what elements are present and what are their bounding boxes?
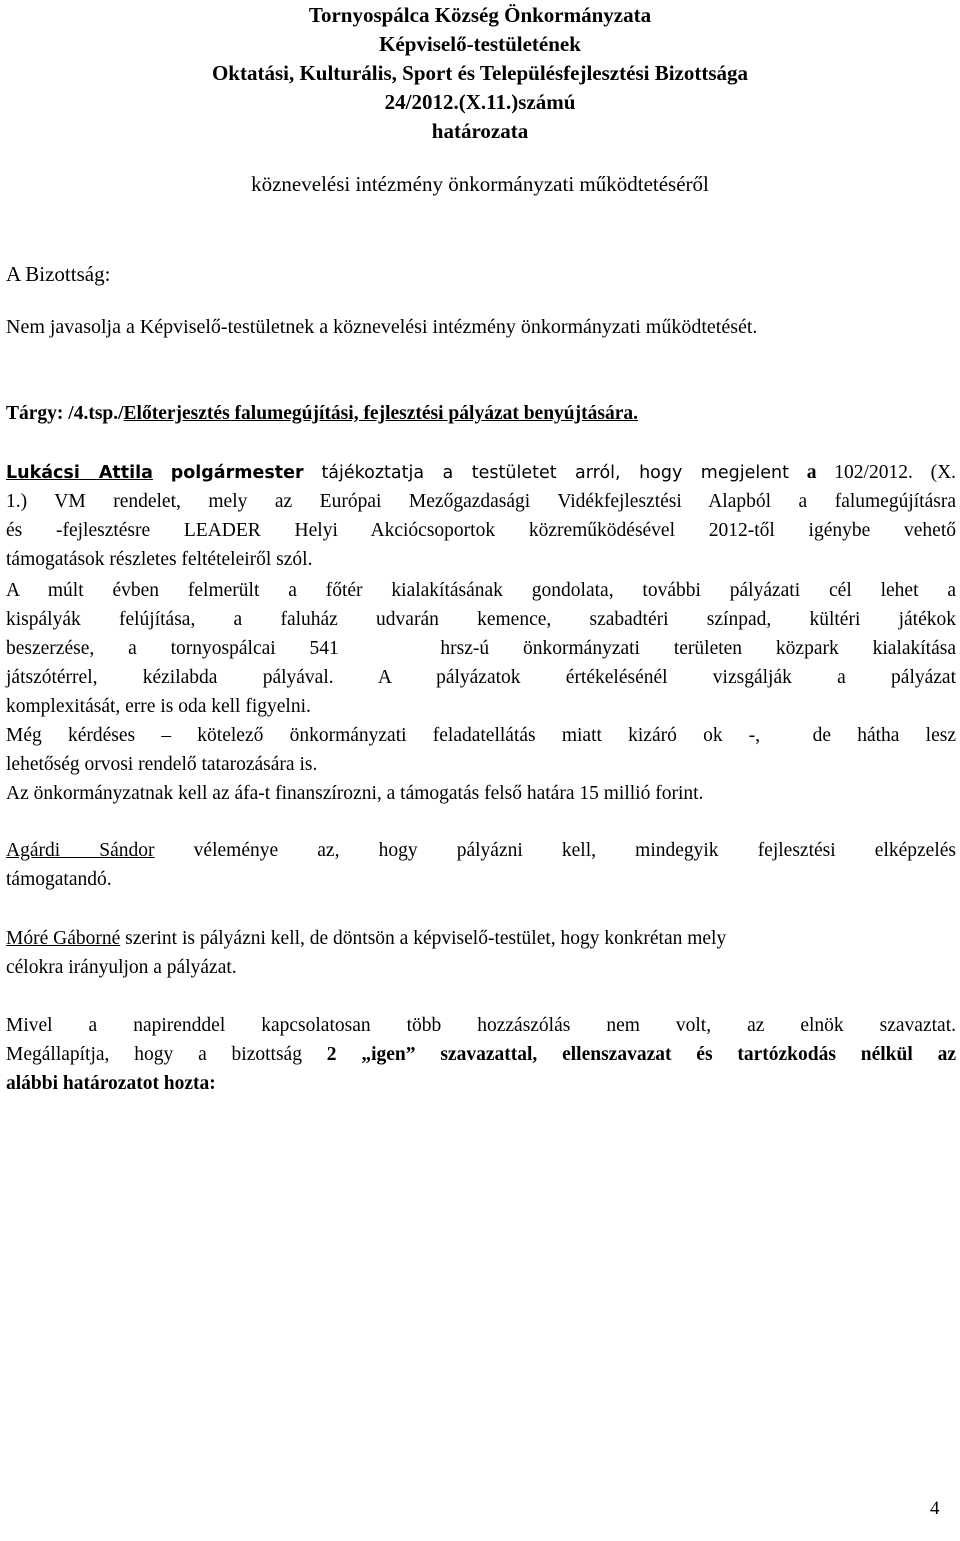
plans-line-6: Még kérdéses – kötelező önkormányzati feladatellátás miatt kizáró ok -, de hátha lesz: [6, 725, 956, 746]
header-municipality: Tornyospálca Község Önkormányzata: [308, 3, 652, 27]
plans-line-5: komplexitását, erre is oda kell figyelni.: [6, 696, 311, 717]
agardi-name: Agárdi Sándor: [6, 840, 155, 861]
committee-label: A Bizottság:: [6, 262, 111, 286]
more-line-2: célokra irányuljon a pályázat.: [6, 957, 237, 978]
mayor-intro: tájékoztatja a testületet arról, hogy megjelent: [321, 463, 789, 483]
vote-line-2: [6, 1041, 956, 1069]
vote-line-3: alábbi határozatot hozta:: [6, 1073, 216, 1094]
mayor-line-4: támogatások részletes feltételeiről szól.: [6, 549, 313, 570]
vote-result: 2 „igen” szavazattal, ellenszavazat és tartózkodás nélkül az: [326, 1044, 957, 1065]
mayor-ref-1: 102/2012. (X.: [834, 462, 957, 483]
plans-line-7: lehetőség orvosi rendelő tatarozására is.: [6, 754, 318, 775]
mayor-a: a: [806, 462, 817, 483]
resolution-text: Nem javasolja a Képviselő-testületnek a köznevelési intézmény önkormányzati működtetését.: [6, 316, 758, 338]
mayor-role: polgármester: [170, 463, 304, 483]
page-number: 4: [930, 1498, 940, 1519]
plans-line-2: kispályák felújítása, a faluház udvarán kemence, szabadtéri színpad, kültéri játékok: [6, 609, 956, 630]
agardi-text: véleménye az, hogy pályázni kell, mindegyik fejlesztési elképzelés: [193, 840, 956, 861]
header-resolution: határozata: [431, 119, 529, 143]
agardi-line-2: támogatandó.: [6, 869, 112, 890]
mayor-line-1: [6, 459, 956, 487]
mayor-line2-text: VM rendelet, mely az Európai Mezőgazdasági Vidékfejlesztési Alapból a falumegújításra: [54, 491, 956, 512]
mayor-name: Lukácsi Attila: [6, 463, 153, 483]
plans-line-3: beszerzése, a tornyospálcai 541 hrsz-ú önkormányzati területen közpark kialakítása: [6, 638, 956, 659]
header-number: 24/2012.(X.11.)számú: [384, 90, 576, 114]
agenda-label: Tárgy: /4.tsp./: [6, 403, 124, 424]
mayor-line-2: [6, 488, 956, 516]
agenda-line: [6, 400, 956, 428]
header-body: Képviselő-testületének: [379, 32, 581, 56]
agardi-line-1: [6, 837, 956, 865]
plans-line-1: A múlt évben felmerült a főtér kialakításának gondolata, további pályázati cél lehet a: [6, 580, 956, 601]
mayor-ref-2: 1.): [6, 491, 28, 512]
mayor-line-3: és -fejlesztésre LEADER Helyi Akciócsoportok közreműködésével 2012-től igénybe vehető: [6, 520, 956, 541]
agenda-title: Előterjesztés falumegújítási, fejlesztési pályázat benyújtására.: [123, 403, 639, 424]
more-text: szerint is pályázni kell, de döntsön a képviselő-testület, hogy konkrétan mely: [125, 928, 727, 949]
more-line-1: [6, 925, 956, 953]
plans-line-4: játszótérrel, kézilabda pályával. A pályázatok értékelésénél vizsgálják a pályázat: [6, 667, 956, 688]
vote-line-1: Mivel a napirenddel kapcsolatosan több hozzászólás nem volt, az elnök szavaztat.: [6, 1015, 956, 1036]
more-name: Móré Gáborné: [6, 928, 121, 949]
header-committee: Oktatási, Kulturális, Sport és Településfejlesztési Bizottsága: [211, 61, 749, 85]
resolution-subject: köznevelési intézmény önkormányzati működtetéséről: [251, 172, 709, 196]
plans-line-8: Az önkormányzatnak kell az áfa-t finanszírozni, a támogatás felső határa 15 millió forint.: [6, 783, 704, 804]
vote-plain: Megállapítja, hogy a bizottság: [6, 1044, 302, 1065]
